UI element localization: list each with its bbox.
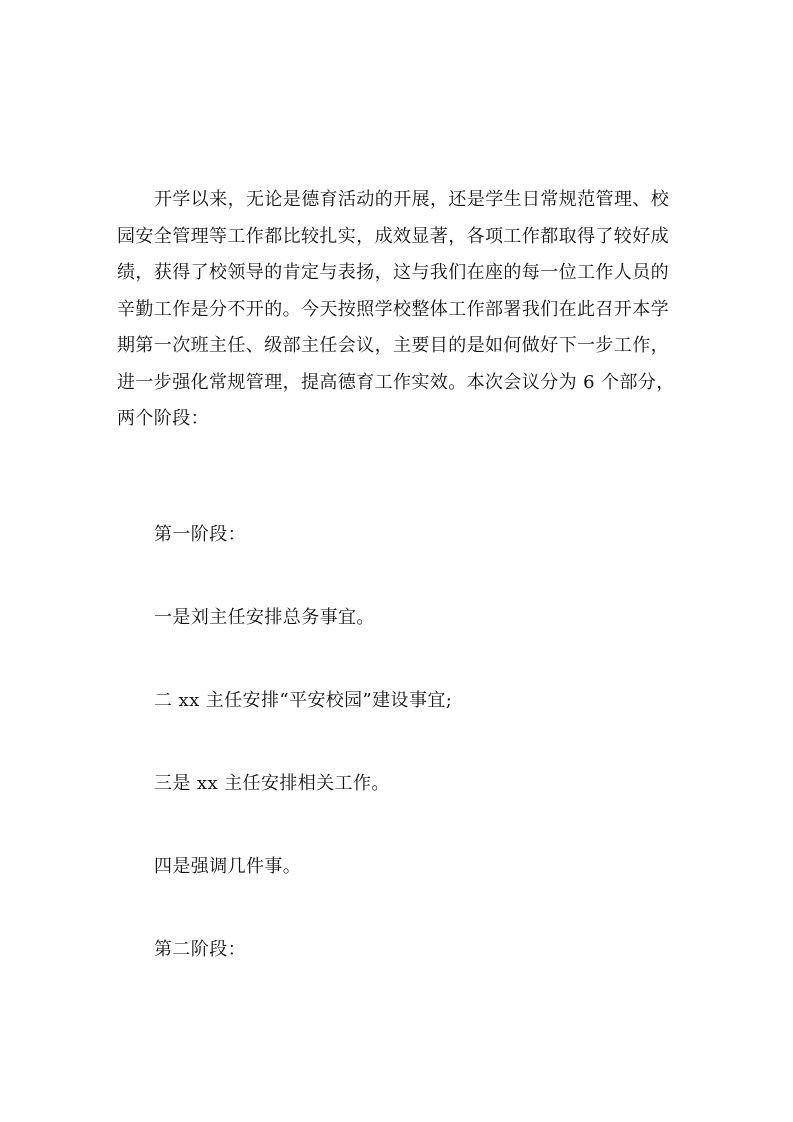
paragraph-line: 辛勤工作是分不开的。今天按照学校整体工作部署我们在此召开本学 xyxy=(117,298,669,320)
intro-paragraph xyxy=(117,182,687,438)
list-item: 一是刘主任安排总务事宜。 xyxy=(154,607,375,628)
stage-one-heading: 第一阶段： xyxy=(154,524,246,545)
list-item: 三是 xx 主任安排相关工作。 xyxy=(154,773,390,794)
paragraph-line: 期第一次班主任、级部主任会议，主要目的是如何做好下一步工作， xyxy=(117,335,669,356)
paragraph-line: 开学以来，无论是德育活动的开展，还是学生日常规范管理、校 xyxy=(154,189,670,210)
paragraph-line: 两个阶段： xyxy=(117,408,209,429)
paragraph-line: 绩，获得了校领导的肯定与表扬，这与我们在座的每一位工作人员的 xyxy=(117,262,669,283)
list-item: 四是强调几件事。 xyxy=(154,856,302,877)
list-item: 二 xx 主任安排“平安校园”建设事宜; xyxy=(154,690,453,711)
stage-two-heading: 第二阶段： xyxy=(154,939,246,960)
paragraph-line: 园安全管理等工作都比较扎实，成效显著，各项工作都取得了较好成 xyxy=(117,225,669,247)
paragraph-line: 进一步强化常规管理，提高德育工作实效。本次会议分为 6 个部分， xyxy=(117,371,675,393)
